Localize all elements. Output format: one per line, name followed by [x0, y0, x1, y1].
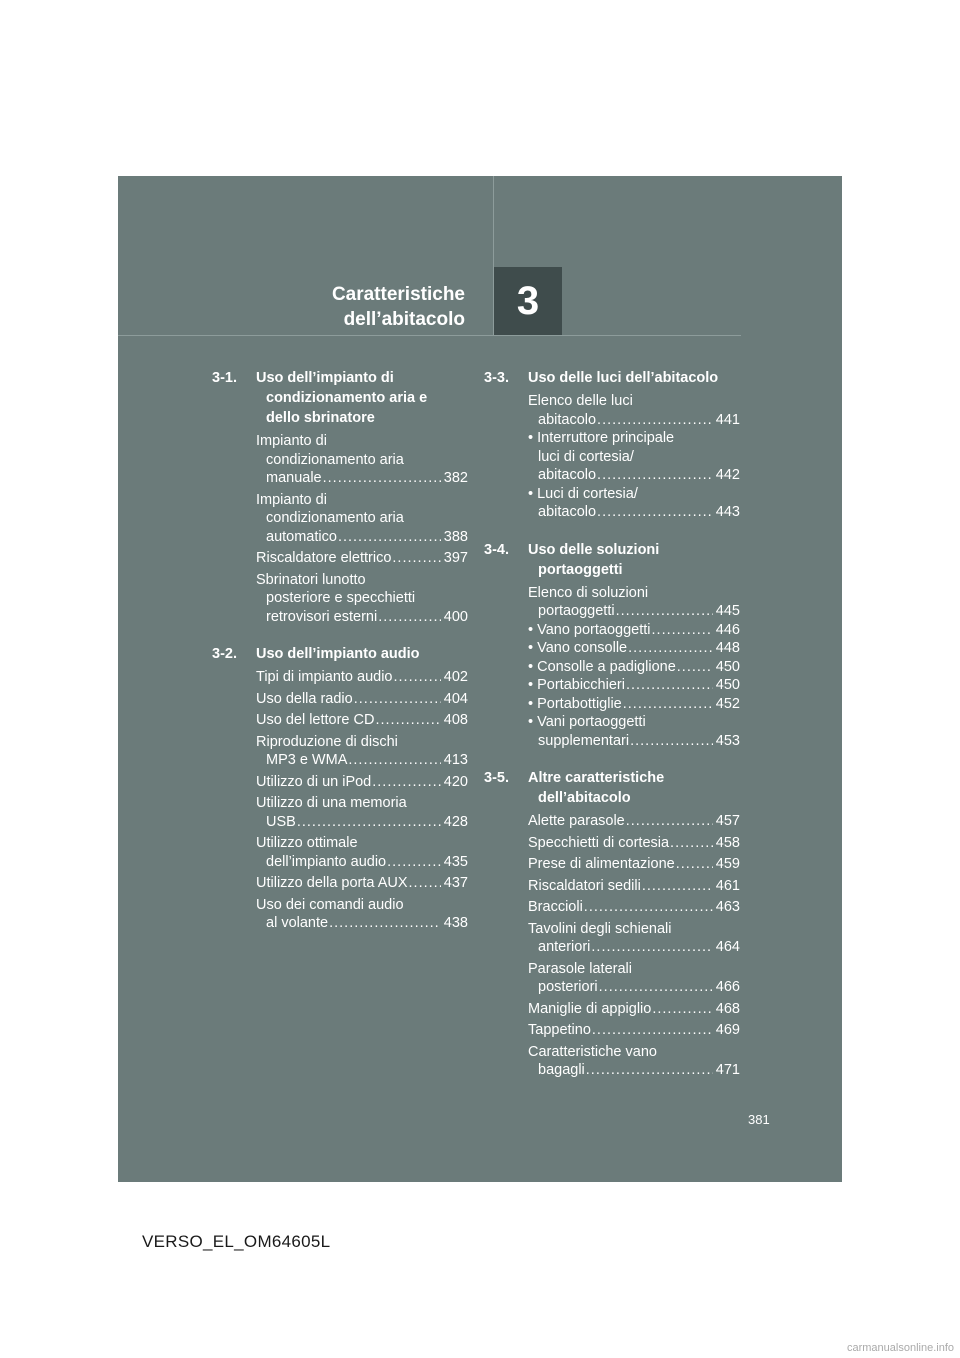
- chapter-title-line2: dell’abitacolo: [343, 309, 465, 330]
- page-ref: 382: [443, 470, 468, 486]
- page-ref: 453: [715, 732, 740, 749]
- page-ref: 435: [443, 853, 468, 870]
- page-ref: 437: [443, 875, 468, 891]
- page-number: 381: [748, 1112, 770, 1127]
- page-ref: 463: [715, 899, 740, 915]
- toc-entry[interactable]: Riscaldatori sedili ..... 461: [484, 877, 740, 896]
- toc-entry[interactable]: Uso della radio ..... 404: [212, 690, 468, 709]
- toc-entry[interactable]: Uso del lettore CD ..... 408: [212, 711, 468, 730]
- page-ref: 459: [715, 856, 740, 872]
- toc-entry[interactable]: Tappetino ..... 469: [484, 1021, 740, 1040]
- toc-entry[interactable]: • Portabottiglie ..... 452: [484, 695, 740, 714]
- page-ref: 408: [443, 712, 468, 728]
- toc-section-3-5: [484, 768, 740, 1080]
- section-number: 3-1.: [212, 370, 237, 386]
- page-ref: 442: [715, 467, 740, 483]
- toc-entry[interactable]: Impianto di condizionamento aria manuale ..... 382: [212, 432, 468, 488]
- toc-entry[interactable]: • Vani portaoggetti supplementari ..... 453: [484, 713, 740, 750]
- section-number: 3-3.: [484, 370, 509, 386]
- toc-entry[interactable]: Elenco di soluzioni portaoggetti ..... 445: [484, 584, 740, 621]
- toc-entry[interactable]: Riproduzione di dischi MP3 e WMA ..... 413: [212, 733, 468, 770]
- toc-entry[interactable]: • Consolle a padiglione ..... 450: [484, 658, 740, 677]
- page-ref: 397: [443, 550, 468, 566]
- page-ref: 438: [443, 915, 468, 931]
- section-heading: [484, 368, 740, 388]
- section-heading: [484, 768, 740, 808]
- toc-entry[interactable]: Riscaldatore elettrico ..... 397: [212, 549, 468, 568]
- page-ref: 466: [715, 979, 740, 995]
- page-ref: 443: [715, 504, 740, 520]
- toc-entry[interactable]: Specchietti di cortesia ..... 458: [484, 834, 740, 853]
- toc-entry[interactable]: • Portabicchieri ..... 450: [484, 676, 740, 695]
- toc-entry[interactable]: Utilizzo di una memoria USB ..... 428: [212, 794, 468, 831]
- toc-entry[interactable]: Utilizzo della porta AUX ..... 437: [212, 874, 468, 893]
- toc-entry[interactable]: • Vano consolle ..... 448: [484, 639, 740, 658]
- section-number: 3-2.: [212, 646, 237, 662]
- page-ref: 420: [443, 773, 468, 790]
- toc-entry[interactable]: Sbrinatori lunotto posteriore e specchietti retrovisori esterni ..... 400: [212, 571, 468, 627]
- section-title: Uso dell’impianto di condizionamento aria e dello sbrinatore: [256, 370, 428, 426]
- toc-entry[interactable]: Uso dei comandi audio al volante ..... 438: [212, 896, 468, 933]
- chapter-title: [332, 282, 465, 332]
- toc-entry[interactable]: Prese di alimentazione ..... 459: [484, 855, 740, 874]
- page-ref: 450: [715, 658, 740, 675]
- chapter-title-line1: Caratteristiche: [331, 284, 465, 305]
- toc-entry[interactable]: Alette parasole ..... 457: [484, 812, 740, 831]
- chapter-number: 3: [516, 278, 540, 323]
- page-ref: 471: [715, 1062, 740, 1078]
- toc-entry[interactable]: • Vano portaoggetti ..... 446: [484, 621, 740, 640]
- section-number: 3-5.: [484, 770, 509, 786]
- page-ref: 413: [443, 752, 468, 768]
- toc-entry[interactable]: Utilizzo di un iPod ..... 420: [212, 773, 468, 792]
- toc-entry[interactable]: Maniglie di appiglio ..... 468: [484, 1000, 740, 1019]
- page-ref: 468: [715, 1000, 740, 1017]
- section-title: Uso delle soluzioni portaoggetti: [528, 541, 660, 578]
- toc-entry[interactable]: Caratteristiche vano bagagli ..... 471: [484, 1043, 740, 1080]
- section-heading: [484, 540, 740, 580]
- toc-entry[interactable]: Impianto di condizionamento aria automatico ..... 388: [212, 491, 468, 547]
- section-title: Uso dell’impianto audio: [256, 646, 420, 662]
- toc-entry[interactable]: Braccioli ..... 463: [484, 898, 740, 917]
- header-horizontal-rule: [118, 335, 741, 336]
- page-ref: 461: [715, 877, 740, 894]
- toc-entry[interactable]: Utilizzo ottimale dell’impianto audio ..... 435: [212, 834, 468, 871]
- toc-entry[interactable]: • Interruttore principale luci di cortesia/ abitacolo ..... 442: [484, 429, 740, 485]
- page-ref: 428: [443, 813, 468, 830]
- page-ref: 404: [443, 690, 468, 707]
- toc-entry[interactable]: Parasole laterali posteriori ..... 466: [484, 960, 740, 997]
- toc-section-3-3: [484, 368, 740, 522]
- page-ref: 452: [715, 695, 740, 712]
- watermark: carmanualsonline.info: [846, 1342, 954, 1354]
- page-ref: 450: [715, 677, 740, 693]
- page-ref: 469: [715, 1022, 740, 1038]
- page-ref: 402: [443, 669, 468, 685]
- page-ref: 464: [715, 939, 740, 955]
- page-ref: 400: [443, 608, 468, 625]
- page-ref: 388: [443, 528, 468, 545]
- chapter-number-badge: [494, 267, 562, 335]
- section-number: 3-4.: [484, 541, 509, 558]
- toc-column-right: [484, 368, 740, 1098]
- toc-entry[interactable]: Tipi di impianto audio ..... 402: [212, 668, 468, 687]
- page-ref: 445: [715, 603, 740, 619]
- toc-entry[interactable]: • Luci di cortesia/ abitacolo ..... 443: [484, 485, 740, 522]
- page-ref: 458: [715, 834, 740, 851]
- section-title: Altre caratteristiche dell’abitacolo: [528, 770, 665, 806]
- toc-section-3-1: [212, 368, 468, 626]
- toc-section-3-4: [484, 540, 740, 751]
- toc-column-left: [212, 368, 468, 951]
- toc-entry[interactable]: Elenco delle luci abitacolo ..... 441: [484, 392, 740, 429]
- section-title: Uso delle luci dell’abitacolo: [528, 370, 719, 386]
- page-ref: 446: [715, 621, 740, 638]
- page-ref: 448: [715, 640, 740, 656]
- toc-entry[interactable]: Tavolini degli schienali anteriori ..... 464: [484, 920, 740, 957]
- page-ref: 441: [715, 411, 740, 428]
- page-ref: 457: [715, 813, 740, 829]
- document-code: VERSO_EL_OM64605L: [142, 1232, 331, 1251]
- toc-section-3-2: [212, 644, 468, 933]
- section-heading: [212, 368, 468, 428]
- section-heading: [212, 644, 468, 664]
